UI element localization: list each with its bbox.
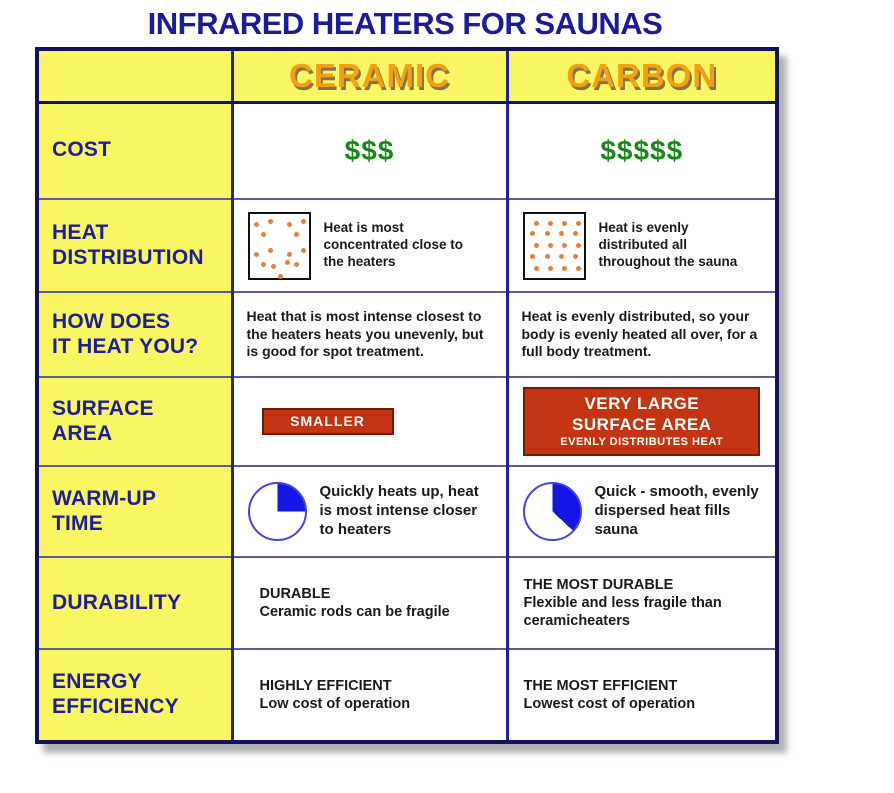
durability-ceramic-cell — [232, 557, 507, 649]
energy-carbon-cell — [507, 649, 777, 742]
warm-up-ceramic-cell — [232, 466, 507, 557]
heat-dot — [254, 222, 259, 227]
heat-dot — [530, 231, 535, 236]
heat-dot — [301, 248, 306, 253]
row-label: IT HEAT YOU? — [52, 334, 199, 358]
durability-label-cell — [37, 557, 232, 649]
cost-label-cell — [37, 102, 232, 199]
dots-even-icon — [523, 212, 586, 280]
heat-dot — [278, 274, 283, 279]
carbon-heat-text: Heat is evenly distributed all throughout the sauna — [598, 220, 738, 269]
row-label: HEAT — [52, 220, 109, 244]
row-how-it-heats — [37, 292, 777, 377]
heat-dot — [576, 221, 581, 226]
heat-dot — [294, 232, 299, 237]
row-label: DURABILITY — [52, 590, 182, 614]
surface-area-label-cell — [37, 377, 232, 466]
durability-carbon-cell — [507, 557, 777, 649]
heat-dot — [562, 266, 567, 271]
carbon-warm-text: Quick - smooth, evenly dispersed heat fills sauna — [594, 483, 759, 538]
ceramic-heat-text: Heat is most concentrated close to the heaters — [323, 220, 464, 269]
ceramic-energy-headline: HIGHLY EFFICIENT — [259, 677, 392, 694]
row-label: WARM-UP — [52, 486, 157, 510]
carbon-energy-headline: THE MOST EFFICIENT — [523, 677, 678, 694]
ceramic-how-text: Heat that is most intense closest to the heaters heats you unevenly, but is good for spot treatment. — [246, 308, 484, 360]
pie-chart-quarter-icon — [248, 482, 307, 541]
how-it-heats-carbon-cell — [507, 292, 777, 377]
how-it-heats-ceramic-cell — [232, 292, 507, 377]
heat-dot — [562, 243, 567, 248]
heat-dot — [268, 248, 273, 253]
surface-area-ceramic-cell — [232, 377, 507, 466]
heat-dot — [545, 231, 550, 236]
header-empty-cell — [37, 49, 232, 102]
heat-dot — [545, 254, 550, 259]
heat-dot — [573, 254, 578, 259]
surface-area-carbon-cell — [507, 377, 777, 466]
heat-dot — [576, 243, 581, 248]
row-surface-area — [37, 377, 777, 466]
heat-dot — [268, 219, 273, 224]
cost-ceramic-cell — [232, 102, 507, 199]
heat-dot — [254, 252, 259, 257]
heat-dot — [294, 262, 299, 267]
header-row — [37, 49, 777, 102]
row-energy-efficiency — [37, 649, 777, 742]
heat-dot — [548, 221, 553, 226]
energy-ceramic-cell — [232, 649, 507, 742]
badge-subline: EVENLY DISTRIBUTES HEAT — [560, 435, 724, 448]
heat-dot — [271, 264, 276, 269]
heat-dot — [287, 252, 292, 257]
badge-line: VERY LARGE — [584, 394, 700, 414]
ceramic-energy-detail: Low cost of operation — [259, 696, 411, 712]
ceramic-durability-headline: DURABLE — [259, 585, 331, 602]
heat-dot — [534, 243, 539, 248]
row-label: AREA — [52, 421, 113, 445]
row-durability — [37, 557, 777, 649]
heat-dot — [261, 262, 266, 267]
heat-dot — [530, 254, 535, 259]
heat-distribution-label-cell — [37, 199, 232, 292]
heat-dot — [548, 266, 553, 271]
heat-dot — [576, 266, 581, 271]
ceramic-cost-dollars: $$$ — [344, 134, 395, 166]
header-cell-ceramic — [232, 49, 507, 102]
carbon-cost-dollars: $$$$$ — [600, 134, 684, 166]
warm-up-carbon-cell — [507, 466, 777, 557]
heat-dot — [534, 266, 539, 271]
row-label: EFFICIENCY — [52, 695, 179, 718]
row-label: COST — [52, 138, 112, 162]
how-it-heats-label-cell — [37, 292, 232, 377]
ceramic-warm-text: Quickly heats up, heat is most intense closer to heaters — [319, 483, 479, 538]
heat-dot — [559, 254, 564, 259]
heat-distribution-carbon-cell — [507, 199, 777, 292]
row-label: DISTRIBUTION — [52, 245, 204, 269]
carbon-how-text: Heat is evenly distributed, so your body is evenly heated all over, for a full body treatment. — [521, 308, 758, 360]
page-title: INFRARED HEATERS FOR SAUNAS — [147, 6, 663, 41]
row-label: HOW DOES — [52, 309, 171, 333]
carbon-durability-detail: Flexible and less fragile than ceramicheaters — [523, 594, 722, 630]
badge-line: SURFACE AREA — [572, 414, 712, 434]
heat-dot — [573, 231, 578, 236]
carbon-column-header: CARBON — [566, 56, 718, 94]
energy-efficiency-label-cell — [37, 649, 232, 742]
heat-dot — [548, 243, 553, 248]
row-warm-up-time — [37, 466, 777, 557]
row-cost — [37, 102, 777, 199]
heat-dot — [301, 219, 306, 224]
heat-dot — [559, 231, 564, 236]
heat-dot — [287, 222, 292, 227]
dots-clustered-icon — [248, 212, 311, 280]
row-label: ENERGY — [52, 670, 142, 694]
row-heat-distribution — [37, 199, 777, 292]
comparison-table — [35, 47, 779, 744]
pie-chart-third-icon — [523, 482, 582, 541]
row-label: SURFACE — [52, 396, 154, 420]
very-large-surface-badge — [523, 387, 760, 456]
row-label: TIME — [52, 511, 103, 535]
heat-distribution-ceramic-cell — [232, 199, 507, 292]
carbon-durability-headline: THE MOST DURABLE — [523, 576, 674, 593]
ceramic-column-header: CERAMIC — [289, 56, 450, 94]
header-cell-carbon — [507, 49, 777, 102]
heat-dot — [562, 221, 567, 226]
smaller-badge: SMALLER — [262, 408, 394, 435]
warm-up-label-cell — [37, 466, 232, 557]
ceramic-durability-detail: Ceramic rods can be fragile — [259, 604, 450, 620]
carbon-energy-detail: Lowest cost of operation — [523, 696, 696, 712]
cost-carbon-cell — [507, 102, 777, 199]
heat-dot — [534, 221, 539, 226]
heat-dot — [285, 260, 290, 265]
heat-dot — [261, 232, 266, 237]
